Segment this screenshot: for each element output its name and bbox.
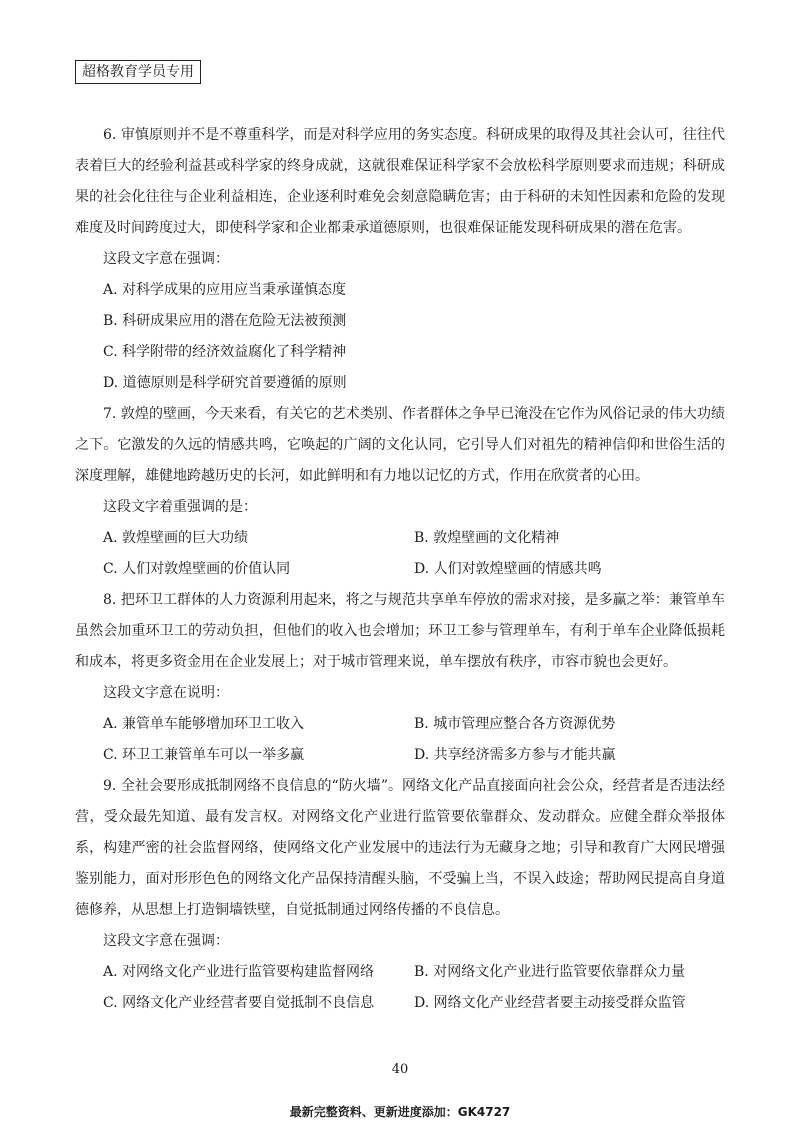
question-prompt: 这段文字意在说明： <box>103 685 229 701</box>
option-c: C. 网络文化产业经营者要自觉抵制不良信息 <box>103 995 375 1011</box>
option-row <box>75 554 725 585</box>
question-stem: 8. 把环卫工群体的人力资源利用起来，将之与规范共享单车停放的需求对接，是多赢之举：兼管单车虽然会加重环卫工的劳动负担，但他们的收入也会增加；环卫工参与管理单车，有利于单车企业降低损耗和成本，将更多资金用在企业发展上；对于城市管理来说，单车摆放有秩序，市容市貌也会更好。 <box>75 592 725 670</box>
page-number: 40 <box>391 1062 409 1077</box>
option-b: B. 城市管理应整合各方资源优势 <box>414 716 616 732</box>
question-stem: 7. 敦煌的壁画，今天来看，有关它的艺术类别、作者群体之争早已淹没在它作为风俗记录的伟大功绩之下。它激发的久远的情感共鸣，它唤起的广阔的文化认同，它引导人们对祖先的精神信仰和世俗生活的深度理解，雄健地跨越历史的长河，如此鲜明和有力地以记忆的方式，作用在欣赏者的心田。 <box>75 406 725 484</box>
question-8 <box>75 585 725 771</box>
question-stem: 6. 审慎原则并不是不尊重科学，而是对科学应用的务实态度。科研成果的取得及其社会认可，往往代表着巨大的经验利益甚或科学家的终身成就，这就很难保证科学家不会放松科学原则要求而违规；科研成果的社会化往往与企业利益相连，企业逐利时难免会刻意隐瞒危害；由于科研的未知性因素和危险的发现难度及时间跨度过大，即使科学家和企业都秉承道德原则，也很难保证能发现科研成果的潜在危害。 <box>75 127 725 236</box>
option-a: A. 对网络文化产业进行监管要构建监督网络 <box>103 964 375 980</box>
option-d: D. 共享经济需多方参与才能共赢 <box>414 747 616 763</box>
question-prompt: 这段文字着重强调的是： <box>103 499 257 515</box>
option-row <box>75 523 725 554</box>
option-row <box>75 988 725 1019</box>
question-stem: 9. 全社会要形成抵制网络不良信息的“防火墙”。网络文化产品直接面向社会公众，经营者是否违法经营，受众最先知道、最有发言权。对网络文化产业进行监管要依靠群众、发动群众。应健全群众举报体系，构建严密的社会监督网络，使网络文化产业发展中的违法行为无藏身之地；引导和教育广大网民增强鉴别能力，面对形形色色的网络文化产品保持清醒头脑，不受骗上当，不误入歧途；帮助网民提高自身道德修养，从思想上打造铜墙铁壁，自觉抵制通过网络传播的不良信息。 <box>75 778 725 918</box>
option-d: D. 人们对敦煌壁画的情感共鸣 <box>414 561 602 577</box>
option-a: A. 对科学成果的应用应当秉承谨慎态度 <box>103 282 347 298</box>
option-b: B. 敦煌壁画的文化精神 <box>414 530 560 546</box>
option-d: D. 网络文化产业经营者要主动接受群众监管 <box>414 995 686 1011</box>
option-row <box>75 740 725 771</box>
question-prompt: 这段文字意在强调： <box>103 251 229 267</box>
option-b: B. 科研成果应用的潜在危险无法被预测 <box>103 313 347 329</box>
option-c: C. 科学附带的经济效益腐化了科学精神 <box>103 344 347 360</box>
option-c: C. 人们对敦煌壁画的价值认同 <box>103 561 291 577</box>
question-content <box>75 120 725 1019</box>
option-a: A. 兼管单车能够增加环卫工收入 <box>103 716 305 732</box>
option-a: A. 敦煌壁画的巨大功绩 <box>103 530 249 546</box>
question-7 <box>75 399 725 585</box>
question-6 <box>75 120 725 399</box>
option-c: C. 环卫工兼管单车可以一举多赢 <box>103 747 305 763</box>
option-b: B. 对网络文化产业进行监管要依靠群众力量 <box>414 964 686 980</box>
header-label: 超格教育学员专用 <box>75 60 201 84</box>
option-d: D. 道德原则是科学研究首要遵循的原则 <box>103 375 347 391</box>
footer-text: 最新完整资料、更新进度添加：GK4727 <box>289 1105 511 1119</box>
option-row <box>75 957 725 988</box>
question-prompt: 这段文字意在强调： <box>103 933 229 949</box>
question-9 <box>75 771 725 1019</box>
option-row <box>75 709 725 740</box>
